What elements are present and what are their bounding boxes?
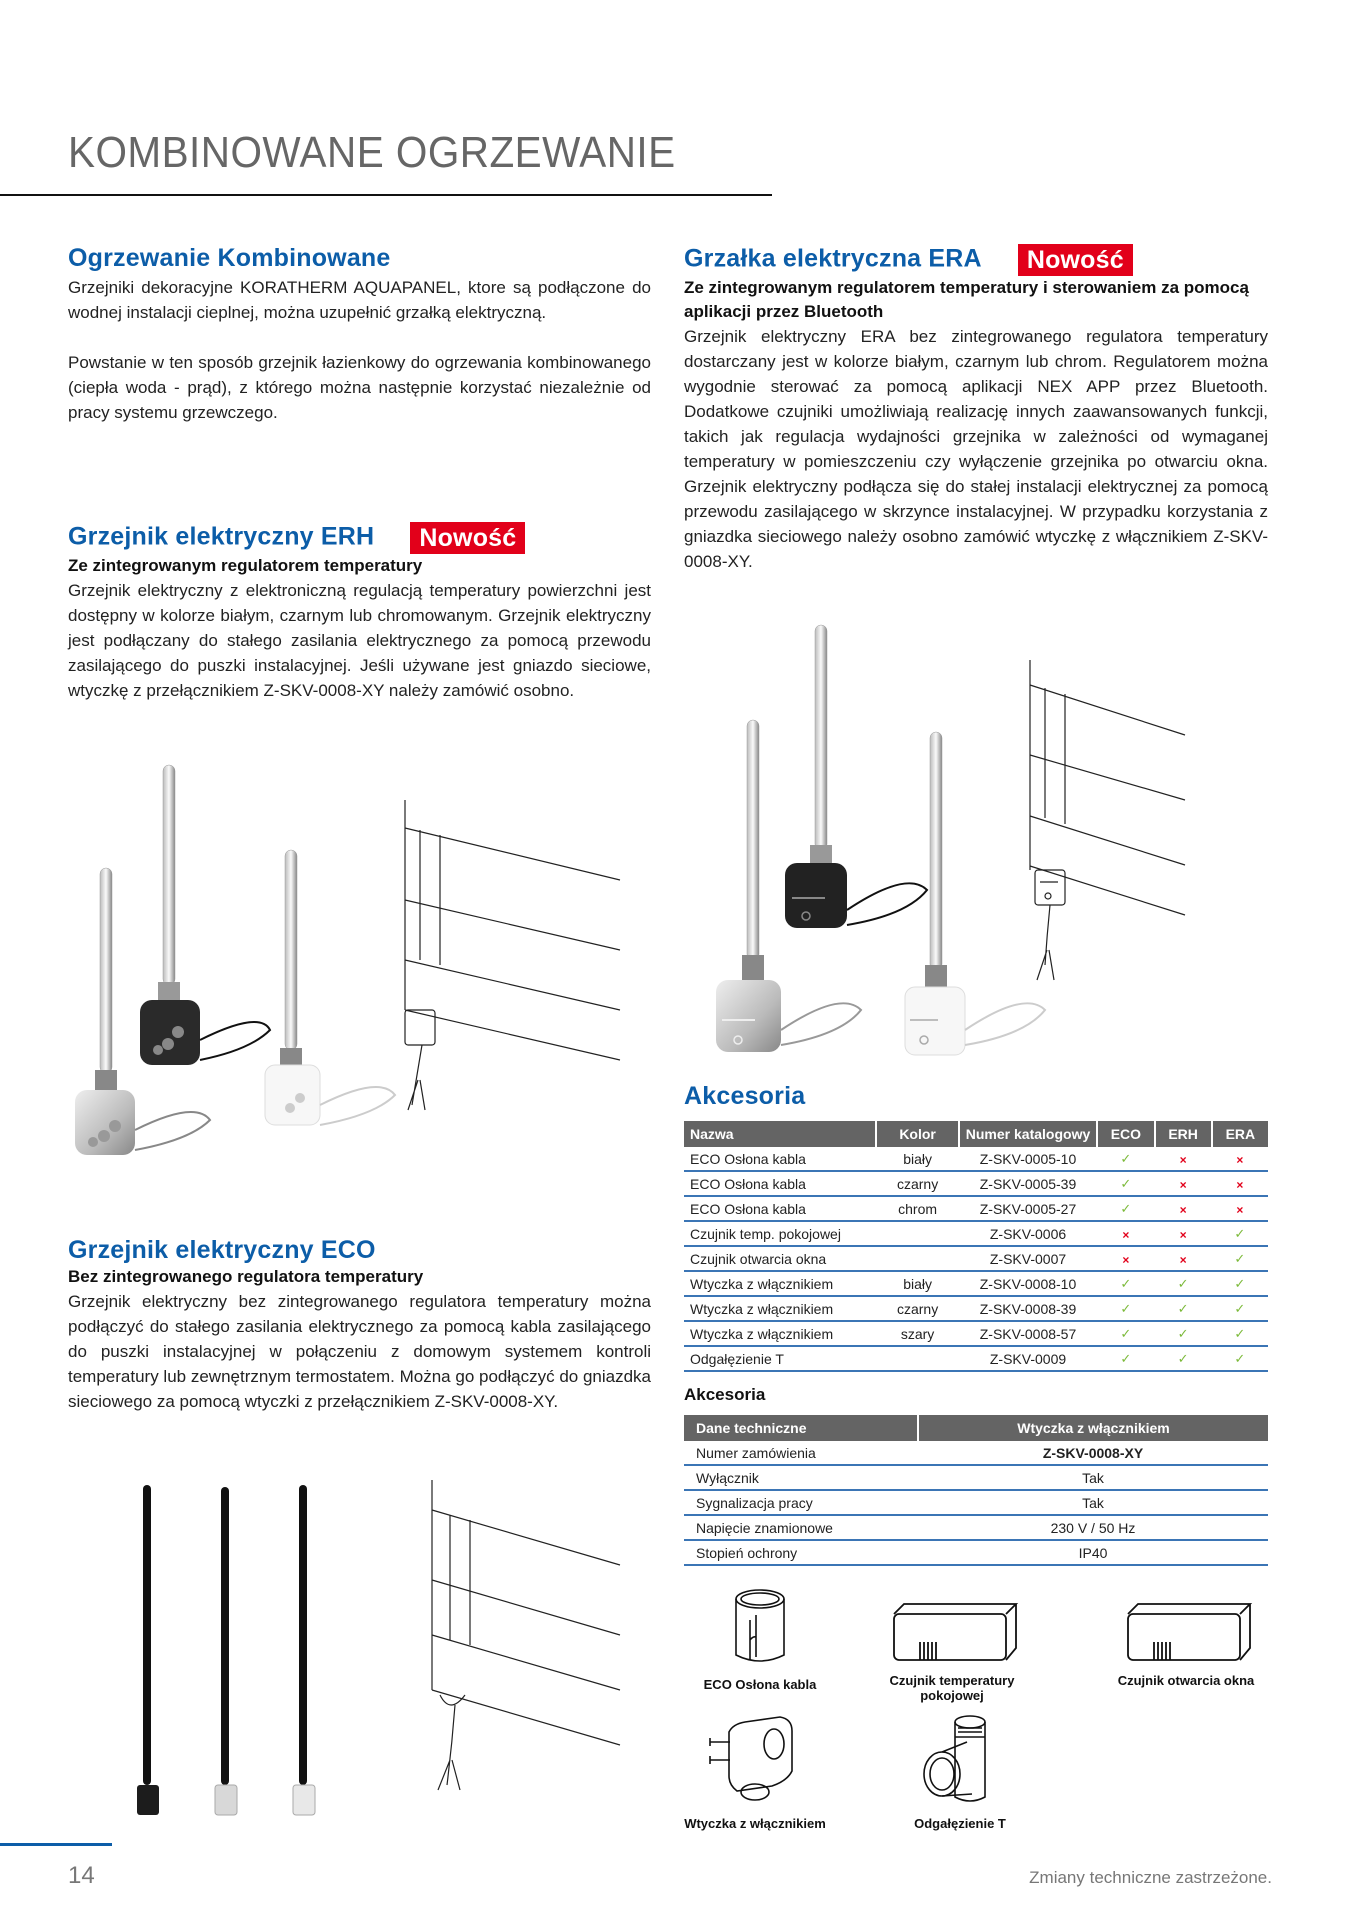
cell-color: chrom: [876, 1196, 958, 1221]
check-icon: ✓: [1234, 1351, 1246, 1366]
cross-icon: ×: [1179, 1152, 1187, 1167]
cross-icon: ×: [1179, 1177, 1187, 1192]
cell-name: Wtyczka z włącznikiem: [684, 1296, 876, 1321]
page-title: KOMBINOWANE OGRZEWANIE: [68, 128, 676, 177]
check-icon: ✓: [1120, 1326, 1132, 1341]
tech-heading: Akcesoria: [684, 1385, 766, 1404]
cell-color: [876, 1246, 958, 1271]
cell-color: czarny: [876, 1171, 958, 1196]
cross-icon: ×: [1179, 1202, 1187, 1217]
cell-eco: [1097, 1296, 1154, 1321]
cell-erh: [1155, 1221, 1212, 1246]
table-row: [684, 1171, 1268, 1196]
cell-name: ECO Osłona kabla: [684, 1196, 876, 1221]
table-row: [684, 1465, 1268, 1490]
cell-erh: [1155, 1346, 1212, 1371]
check-icon: ✓: [1234, 1326, 1246, 1341]
check-icon: ✓: [1177, 1326, 1189, 1341]
heading-text: Grzejnik elektryczny ERH: [68, 522, 375, 551]
tech-value: Tak: [918, 1490, 1268, 1515]
cell-erh: [1155, 1321, 1212, 1346]
erh-product-image: [60, 760, 680, 1210]
table-row: [684, 1490, 1268, 1515]
cell-catalog: Z-SKV-0008-10: [959, 1271, 1097, 1296]
tech-value: Z-SKV-0008-XY: [918, 1441, 1268, 1465]
table-row: [684, 1147, 1268, 1171]
check-icon: ✓: [1177, 1276, 1189, 1291]
cell-eco: [1097, 1221, 1154, 1246]
cell-erh: [1155, 1271, 1212, 1296]
footer-note: Zmiany techniczne zastrzeżone.: [1029, 1868, 1272, 1887]
cell-era: [1212, 1346, 1268, 1371]
table-row: [684, 1196, 1268, 1221]
table-header-row: [684, 1121, 1268, 1147]
tech-label: Numer zamówienia: [684, 1441, 918, 1465]
footer-divider: [0, 1843, 112, 1846]
section-combined: [68, 244, 651, 425]
t-piece-icon: [900, 1712, 1020, 1812]
paragraph: Grzejnik elektryczny z elektroniczną regulacją temperatury powierzchni jest dostępny w kolorze białym, czarnym lub chromowanym. Grzejnik elektryczny jest podłączany do stałego zasilania elektrycznego za pomocą przewodu zasilającego do puszki instalacyjnej. Jeśli używane jest gniazdo sieciowe, wtyczkę z przełącznikiem Z-SKV-0008-XY należy zamówić osobno.: [68, 581, 651, 700]
tech-value: IP40: [918, 1540, 1268, 1565]
window-sensor-icon: [1116, 1600, 1256, 1665]
cell-name: ECO Osłona kabla: [684, 1147, 876, 1171]
cell-erh: [1155, 1296, 1212, 1321]
cell-name: Czujnik otwarcia okna: [684, 1246, 876, 1271]
cell-era: [1212, 1321, 1268, 1346]
cross-icon: ×: [1122, 1252, 1130, 1267]
cross-icon: ×: [1236, 1177, 1244, 1192]
section-era: [684, 244, 1268, 574]
cell-erh: [1155, 1196, 1212, 1221]
tech-value: Tak: [918, 1465, 1268, 1490]
cell-color: biały: [876, 1271, 958, 1296]
cell-color: [876, 1346, 958, 1371]
cell-eco: [1097, 1246, 1154, 1271]
cell-eco: [1097, 1147, 1154, 1171]
col-catalog: Numer katalogowy: [959, 1121, 1097, 1147]
cell-catalog: Z-SKV-0005-10: [959, 1147, 1097, 1171]
col-plug: Wtyczka z włącznikiem: [918, 1415, 1268, 1441]
subheading: Ze zintegrowanym regulatorem temperatury: [68, 556, 423, 575]
tech-section: [684, 1385, 1268, 1566]
cell-erh: [1155, 1171, 1212, 1196]
room-sensor-icon: [882, 1600, 1022, 1665]
page-number: 14: [68, 1862, 95, 1889]
cell-erh: [1155, 1147, 1212, 1171]
accessory-label: ECO Osłona kabla: [703, 1677, 817, 1692]
cross-icon: ×: [1236, 1152, 1244, 1167]
tech-label: Napięcie znamionowe: [684, 1515, 918, 1540]
check-icon: ✓: [1120, 1151, 1132, 1166]
accessory-label: Wtyczka z włącznikiem: [684, 1816, 826, 1831]
section-heading-erh: [68, 522, 651, 554]
paragraph: Grzejnik elektryczny ERA bez zintegrowanego regulatora temperatury dostarczany jest w kolorze białym, czarnym lub chrom. Regulatorem można wygodnie sterować za pomocą aplikacji NEX APP przez Bluetooth. Dodatkowe czujniki umożliwiają realizację innych zaawansowanych funkcji, takich jak regulacja wydajności grzejnika w zależności od wymaganej temperatury w pomieszczeniu czy wyłączenie grzejnika po otwarciu okna. Grzejnik elektryczny podłącza się do stałej instalacji elektrycznej za pomocą przewodu zasilającego w skrzynce instalacyjnej. W przypadku korzystania z gniazdka sieciowego należy osobno zamówić wtyczkę z włącznikiem Z-SKV-0008-XY.: [684, 327, 1268, 571]
section-erh: [68, 522, 651, 703]
cell-catalog: Z-SKV-0006: [959, 1221, 1097, 1246]
accessory-t-piece: [900, 1712, 1020, 1831]
cell-color: [876, 1221, 958, 1246]
section-heading: Grzejnik elektryczny ECO: [68, 1236, 376, 1264]
plug-icon: [670, 1712, 840, 1812]
cell-era: [1212, 1296, 1268, 1321]
col-name: Nazwa: [684, 1121, 876, 1147]
title-divider: [0, 194, 772, 196]
check-icon: ✓: [1177, 1301, 1189, 1316]
col-tech: Dane techniczne: [684, 1415, 918, 1441]
paragraph: Grzejniki dekoracyjne KORATHERM AQUAPANEL, ktore są podłączone do wodnej instalacji cieplnej, można uzupełnić grzałką elektryczną.: [68, 278, 651, 322]
table-row: [684, 1346, 1268, 1371]
era-product-image: [680, 620, 1280, 1070]
tech-label: Wyłącznik: [684, 1465, 918, 1490]
table-row: [684, 1296, 1268, 1321]
cross-icon: ×: [1179, 1227, 1187, 1242]
check-icon: ✓: [1120, 1276, 1132, 1291]
accessory-plug: [670, 1712, 840, 1831]
table-row: [684, 1246, 1268, 1271]
cell-era: [1212, 1246, 1268, 1271]
check-icon: ✓: [1120, 1301, 1132, 1316]
check-icon: ✓: [1234, 1251, 1246, 1266]
paragraph: Powstanie w ten sposób grzejnik łazienkowy do ogrzewania kombinowanego (ciepła woda - prąd), z którego można następnie korzystać niezależnie od pracy systemu grzewczego.: [68, 353, 651, 422]
table-header-row: [684, 1415, 1268, 1441]
accessory-window-sensor: [1100, 1600, 1272, 1688]
cell-color: szary: [876, 1321, 958, 1346]
accessory-room-sensor: [882, 1600, 1022, 1703]
heading-text: Grzałka elektryczna ERA: [684, 244, 982, 273]
cell-color: biały: [876, 1147, 958, 1171]
col-color: Kolor: [876, 1121, 958, 1147]
cell-eco: [1097, 1346, 1154, 1371]
check-icon: ✓: [1234, 1301, 1246, 1316]
cell-catalog: Z-SKV-0008-39: [959, 1296, 1097, 1321]
cross-icon: ×: [1179, 1252, 1187, 1267]
table-row: [684, 1515, 1268, 1540]
cell-catalog: Z-SKV-0008-57: [959, 1321, 1097, 1346]
subheading: Bez zintegrowanego regulatora temperatury: [68, 1267, 424, 1286]
cross-icon: ×: [1122, 1227, 1130, 1242]
eco-product-image: [60, 1470, 680, 1820]
section-heading-era: [684, 244, 1268, 276]
cell-catalog: Z-SKV-0005-39: [959, 1171, 1097, 1196]
col-era: ERA: [1212, 1121, 1268, 1147]
subheading: Ze zintegrowanym regulatorem temperatury i sterowaniem za pomocą aplikacji przez Bluetooth: [684, 278, 1249, 321]
cell-name: Wtyczka z włącznikiem: [684, 1271, 876, 1296]
tech-value: 230 V / 50 Hz: [918, 1515, 1268, 1540]
cell-erh: [1155, 1246, 1212, 1271]
accessories-section: [684, 1082, 1268, 1372]
accessory-label: Czujnik otwarcia okna: [1117, 1673, 1255, 1688]
cell-catalog: Z-SKV-0005-27: [959, 1196, 1097, 1221]
cross-icon: ×: [1236, 1202, 1244, 1217]
cell-catalog: Z-SKV-0007: [959, 1246, 1097, 1271]
cell-name: Odgałęzienie T: [684, 1346, 876, 1371]
cell-era: [1212, 1221, 1268, 1246]
table-row: [684, 1221, 1268, 1246]
check-icon: ✓: [1120, 1351, 1132, 1366]
check-icon: ✓: [1234, 1276, 1246, 1291]
cell-eco: [1097, 1321, 1154, 1346]
cell-color: czarny: [876, 1296, 958, 1321]
col-erh: ERH: [1155, 1121, 1212, 1147]
accessory-cable-cover: [680, 1585, 840, 1692]
cell-era: [1212, 1171, 1268, 1196]
cell-eco: [1097, 1171, 1154, 1196]
cell-eco: [1097, 1196, 1154, 1221]
table-row: [684, 1271, 1268, 1296]
tech-label: Stopień ochrony: [684, 1540, 918, 1565]
new-badge: Nowość: [1018, 244, 1133, 276]
cell-catalog: Z-SKV-0009: [959, 1346, 1097, 1371]
cell-name: Wtyczka z włącznikiem: [684, 1321, 876, 1346]
accessories-table: [684, 1121, 1268, 1372]
table-row: [684, 1540, 1268, 1565]
section-heading: Ogrzewanie Kombinowane: [68, 244, 391, 272]
cell-eco: [1097, 1271, 1154, 1296]
new-badge: Nowość: [410, 522, 525, 554]
cable-cover-icon: [680, 1585, 840, 1665]
cell-name: ECO Osłona kabla: [684, 1171, 876, 1196]
table-row: [684, 1321, 1268, 1346]
cell-name: Czujnik temp. pokojowej: [684, 1221, 876, 1246]
accessory-label: Czujnik temperatury pokojowej: [889, 1673, 1015, 1703]
paragraph: Grzejnik elektryczny bez zintegrowanego regulatora temperatury można podłączyć do stałego zasilania elektrycznego za pomocą kabla zasilającego do puszki instalacyjnej w połączeniu z domowym systemem kontroli temperatury lub zewnętrznym termostatem. Można go podłączyć do gniazdka sieciowego za pomocą wtyczki z przełącznikiem Z-SKV-0008-XY.: [68, 1292, 651, 1411]
check-icon: ✓: [1120, 1176, 1132, 1191]
check-icon: ✓: [1120, 1201, 1132, 1216]
tech-label: Sygnalizacja pracy: [684, 1490, 918, 1515]
cell-era: [1212, 1271, 1268, 1296]
section-eco: [68, 1236, 651, 1414]
accessories-heading: Akcesoria: [684, 1082, 806, 1110]
col-eco: ECO: [1097, 1121, 1154, 1147]
table-row: [684, 1441, 1268, 1465]
accessory-label: Odgałęzienie T: [914, 1816, 1006, 1831]
tech-table: [684, 1415, 1268, 1566]
cell-era: [1212, 1147, 1268, 1171]
check-icon: ✓: [1234, 1226, 1246, 1241]
check-icon: ✓: [1177, 1351, 1189, 1366]
cell-era: [1212, 1196, 1268, 1221]
